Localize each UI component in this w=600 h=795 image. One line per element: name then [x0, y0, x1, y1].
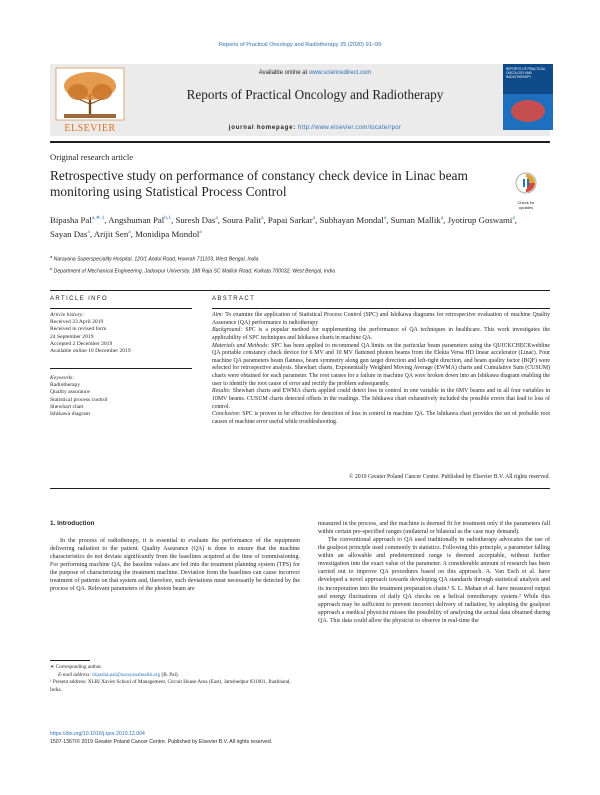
keyword: Shewhart chart	[50, 403, 84, 410]
journal-title[interactable]: Reports of Practical Oncology and Radiotherapy	[186, 87, 444, 102]
author[interactable]: Soura Palit$^a$	[222, 214, 264, 225]
author[interactable]: Papai Sarkar$^a$	[267, 214, 316, 225]
affiliation-b: $^b$ Department of Mechanical Engineering, Jadavpur University, 188 Raja SC Mallick Road, Kolkata 700032, West Bengal, India	[50, 265, 335, 275]
article-info-heading: ARTICLE INFO	[50, 296, 109, 302]
body-paragraph: measured in the process, and the machine is deemed fit for treatment only if the parameters fall within certain pre-specified ranges (unilateral or bilateral as the case may demand).	[318, 521, 550, 536]
footnote-present-address: ¹ Present address: XLRI Xavier School of Management, Circuit House Area (East), Jamshedpur 831001, Jharkhand, India.	[50, 679, 291, 693]
affiliation-a: $^a$ Narayana Superspeciality Hospital, 120/1 Andul Road, Howrah 711103, West Bengal, India	[50, 254, 259, 263]
homepage-label: journal homepage:	[228, 125, 297, 131]
keyword: Statistical process control	[50, 396, 108, 403]
abstract-methods: Materials and Methods: SPC has been applied to recommend QA limits on the particular beam parameters using the QUICKCHECKwebline QA portable constancy check device for 6 MV and 10 MV flattened photon beams from the Elekta Versa HD linear accelerator (Linac). Four machine QA parameters beam flatness, beam symmetry along gun target direction and left-right direction, and beam quality factor (BQF) were selected for retrospective analysis. Shewhart charts, Exponentially Weighted Moving Average (EWMA) charts and Cumulative Sum (CUSUM) charts were obtained for each parameter. The root causes for a failure in machine QA were broken down into an Ishikawa diagram enabling the user to identify the root cause of error and rectify the problem subsequently.	[212, 342, 551, 387]
author-affiliation-mark: a	[128, 229, 131, 236]
author-affiliation-mark: a	[215, 215, 218, 221]
footnotes	[50, 664, 300, 694]
crossmark-icon	[515, 172, 537, 194]
available-online	[132, 70, 498, 76]
footnote-email: E-mail address: bipasha.pal@narayanahealth.org (B. Pal).	[58, 671, 179, 678]
footnote-corresponding: ∗ Corresponding author.	[50, 664, 103, 670]
author-list: Bipasha Pal$^{a,∗,1}$, Angshuman Pal$^{b,1}$, Suresh Das$^a$, Soura Palit$^a$, Papai Sarkar$^a$, Subhayan Mondal$^a$, Suman Mallik$^a$, Jyotirup Goswami$^a$, Sayan Das$^a$, Arijit Sen$^a$, Monidipa Mondol$^a$	[50, 214, 517, 240]
author-affiliation-mark: a	[383, 215, 387, 221]
journal-reference[interactable]: Reports of Practical Oncology and Radiotherapy 25 (2020) 91–99	[218, 42, 382, 48]
abstract-aim: Aim: To examine the application of Statistical Process Control (SPC) and Ishikawa diagrams for retrospective evaluation of machine Quality Assurance (QA) performance in radiotherapy	[212, 312, 550, 326]
author[interactable]: Subhayan Mondal$^a$	[319, 214, 387, 225]
footnote-rule	[50, 660, 90, 661]
abstract-background: Background: SPC is a popular method for supplementing the performance of QA techniques in healthcare. This work investigates the applicability of SPC techniques and Ishikawa charts in machine QA.	[212, 327, 550, 341]
author[interactable]: Arijit Sen$^a$	[93, 229, 131, 240]
history-item: Received 23 April 2019	[50, 319, 104, 326]
article-history	[50, 312, 190, 355]
crossmark-label: Check for updates	[517, 200, 535, 210]
section-heading-introduction: 1. Introduction	[50, 520, 95, 527]
author[interactable]: Suresh Das$^a$	[175, 214, 218, 225]
author[interactable]: Jyotirup Goswami$^a$	[447, 214, 515, 225]
keyword: Quality assurance	[50, 389, 90, 396]
history-item: 24 September 2019	[50, 333, 94, 340]
author[interactable]: Angshuman Pal$^{b,1}$	[108, 214, 172, 225]
abstract-body	[212, 312, 550, 426]
article-identifiers	[50, 731, 550, 746]
available-label: Available online at	[258, 70, 309, 76]
keyword: Radiotherapy	[50, 382, 81, 389]
author-affiliation-mark: a	[261, 215, 264, 221]
keyword: Ishikawa diagram	[50, 411, 90, 418]
author-affiliation-mark: a,∗,1	[91, 215, 105, 221]
cover-title: REPORTS OF PRACTICAL ONCOLOGY AND RADIOTHERAPY	[506, 67, 546, 79]
author-affiliation-mark: b,1	[164, 215, 172, 221]
abstract-heading: ABSTRACT	[212, 296, 256, 302]
abstract-results: Results: Shewhart charts and EWMA charts applied could detect loss in control in one variable in the 6MV beams and in all four variables in 10MV beams. CUSUM charts detected offsets in the readings. The Ishikawa chart exhaustively included the possible errors that lead to loss of control.	[212, 388, 550, 410]
divider-keywords	[50, 368, 192, 369]
author-affiliation-mark: a	[512, 215, 515, 221]
keywords	[50, 375, 190, 418]
elsevier-logo	[50, 64, 130, 136]
divider-top	[50, 290, 550, 291]
author-affiliation-mark: a	[199, 229, 202, 236]
body-paragraph: In the process of radiotherapy, it is essential to evaluate the performance of the equipment delivering radiation to the patient. Quality Assurance (QA) is done to ensure that the machine characteristics do not deviate significantly from the baselines acquired at the time of commissioning. For performing machine QA, the baseline values are fed into the treatment planning system (TPS) for the purpose of characterizing the treatment machine. Deviation from the baselines can cause incorrect treatment of patients on that system and, therefore, such deviations must necessarily be detected by the process of QA. Relevant parameters of the photon beam are	[50, 538, 300, 593]
author[interactable]: Sayan Das$^a$	[50, 229, 90, 240]
email-link[interactable]: bipasha.pal@narayanahealth.org	[92, 671, 161, 678]
divider-abstract	[212, 308, 550, 309]
check-for-updates-badge[interactable]	[508, 172, 544, 210]
divider-info	[50, 308, 192, 309]
abstract-copyright: © 2019 Greater Poland Cancer Centre. Published by Elsevier B.V. All rights reserved.	[348, 474, 550, 480]
body-paragraph: The conventional approach to QA used traditionally in radiotherapy advocates the use of the goalpost principle used commonly in statistics. Following this principle, a parameter falling within an allowable and predetermined range is deemed acceptable, without further investigation into the exact value of the parameter. A considerable amount of research has been carried out to improve QA procedures based on this approach. A. Van Esch et al. have developed a novel approach towards developing QA standards through statistical analysis and its incorporation into the treatment preparation chain.¹ S. L. Mahan et al. have measured output and energy fluctuations of daily QA checks on a helical tomotherapy system.² While this approach may be sufficient to prevent incorrect delivery of radiation, by adopting the goalpost approach a medical physicist misses the possibility of analysing the actual data obtained during QA. This data could allow the physicist to observe in real-time the	[318, 537, 550, 624]
author-affiliation-mark: a	[312, 215, 316, 221]
history-item: Accepted 2 December 2019	[50, 340, 113, 347]
affiliations	[50, 252, 550, 276]
article-type: Original research article	[50, 152, 134, 162]
author-affiliation-mark: a	[87, 229, 90, 236]
author[interactable]: Suman Mallik$^a$	[390, 214, 444, 225]
author-affiliation-mark: a	[440, 215, 444, 221]
doi-link[interactable]: https://doi.org/10.1016/j.rpor.2019.12.004	[50, 731, 145, 737]
history-item: Received in revised form	[50, 326, 107, 333]
journal-homepage	[132, 125, 498, 131]
author[interactable]: Monidipa Mondol$^a$	[135, 229, 202, 240]
abstract-conclusion: Conclusion: SPC is proven to be effective for detection of loss in control in machine QA. The Ishikawa chart provides the set of probable root causes of machine error useful while troubleshooting.	[212, 411, 550, 425]
history-item: Available online 10 December 2019	[50, 348, 131, 355]
journal-cover-thumbnail[interactable]	[503, 64, 553, 130]
body-left-column	[50, 537, 300, 593]
issn-copyright: 1507-1367/© 2019 Greater Poland Cancer Centre. Published by Elsevier B.V. All rights reserved.	[50, 738, 273, 745]
sciencedirect-link[interactable]: www.sciencedirect.com	[308, 70, 372, 76]
article-title: Retrospective study on performance of constancy check device in Linac beam monitoring using Statistical Process Control	[50, 168, 468, 199]
history-label: Article history:	[50, 312, 85, 318]
cover-graphic-shape	[511, 100, 545, 122]
elsevier-tree-icon	[50, 64, 130, 136]
author[interactable]: Bipasha Pal$^{a,∗,1}$	[50, 214, 105, 225]
homepage-link[interactable]: http://www.elsevier.com/locate/rpor	[298, 125, 402, 131]
divider-bottom	[50, 488, 550, 489]
header-divider	[50, 141, 550, 143]
body-right-column	[318, 520, 550, 625]
publisher-wordmark: ELSEVIER	[64, 123, 116, 134]
keywords-label: Keywords:	[50, 375, 75, 381]
